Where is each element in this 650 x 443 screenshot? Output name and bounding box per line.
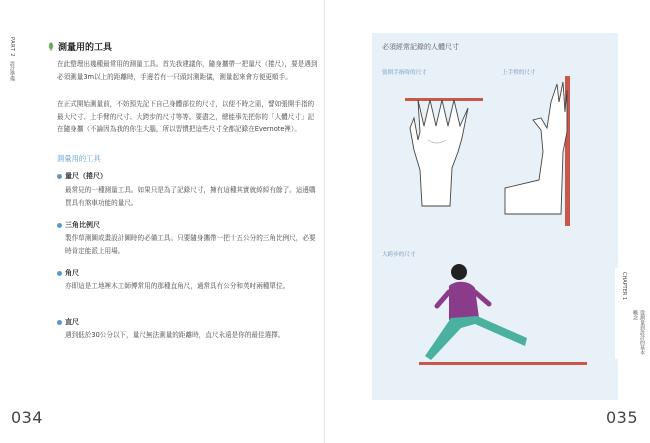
side-tab-chapter: CHAPTER 1: [621, 272, 627, 301]
caption-hand: 張開手指時的尺寸: [382, 70, 427, 76]
side-tab: [615, 268, 648, 359]
bullet-icon: [57, 320, 62, 325]
running-head: [9, 37, 19, 81]
caption-stride: 大跨步的尺寸: [382, 252, 416, 258]
side-tab-subtitle: 從測量到設計的基本概念: [632, 310, 645, 355]
page-number-right: 035: [605, 408, 638, 427]
tool-desc: 最常見的一種測量工具。如果只是為了記錄尺寸，擁有這種其實就綽綽有餘了。這邊購買具有煞車功能的量尺。: [65, 186, 316, 207]
stride-illustration: [415, 258, 595, 376]
caption-arm: 上手臂的尺寸: [502, 70, 536, 76]
ruler-floor: [419, 362, 587, 365]
tool-desc: 製作草測圖或畫設計圖時的必備工具。只要隨身攜帶一把十五公分的三角比例尺，必要時肯定能派上用場。: [65, 234, 316, 255]
tools-heading: 測量用的工具: [57, 154, 101, 163]
panel-title: 必須經常記錄的人體尺寸: [382, 43, 459, 51]
tool-name: [57, 220, 100, 230]
bullet-icon: [57, 223, 62, 228]
tool-name: [57, 317, 79, 327]
tool-name-text: 三角比例尺: [65, 221, 100, 229]
running-head-part: PART 2: [9, 37, 15, 58]
ruler-vertical: [565, 76, 570, 226]
bullet-icon: [57, 271, 62, 276]
tool-desc: 遇到低於30公分以下，量尺無法測量的距離時，直尺永遠是你的最佳選擇。: [65, 331, 285, 339]
bullet-icon: [57, 174, 62, 179]
right-page: [325, 0, 650, 443]
person-shirt: [449, 282, 479, 320]
section-title: [47, 40, 112, 53]
tool-name-text: 直尺: [65, 318, 79, 326]
arm-illustration: [503, 72, 589, 232]
tool-name-text: 角尺: [65, 269, 79, 277]
paragraph: 在正式開始測量前，不妨預先記下自己身體部位的尺寸，以便不時之需，譬如張開手指的最大尺寸、上手臂的尺寸、大跨步的尺寸等等。要盡之，總能事先把你的「人體尺寸」記在隨身攜（不論因為我的你生大腦，所以習慣把這些尺寸全都記錄在Evernote裡）。: [57, 100, 315, 134]
leaf-icon: [47, 42, 55, 51]
hand-illustration: [400, 80, 490, 210]
page-number-left: 034: [11, 408, 44, 427]
tool-name: [57, 268, 79, 278]
paragraph: 在此整理出幾種最常用的測量工具。首先我建議你，隨身攜帶一把量尺（捲尺），要是遇到必須測量3m以上的距離時，手邊若有一只頭封測距儀，測量起來會方便更順手。: [57, 60, 318, 81]
person-pants: [425, 316, 527, 360]
tool-desc: 亦即這是工地裡木工師傅常用的那種直角尺，通常具有公分和英吋兩種單位。: [65, 282, 290, 290]
person-head: [451, 264, 467, 280]
ruler-horizontal: [405, 98, 483, 101]
running-head-chapter: 設計準備: [9, 61, 15, 82]
section-title-text: 測量用的工具: [58, 43, 113, 53]
tool-name-text: 量尺（捲尺）: [65, 172, 107, 180]
tool-name: [57, 171, 107, 181]
